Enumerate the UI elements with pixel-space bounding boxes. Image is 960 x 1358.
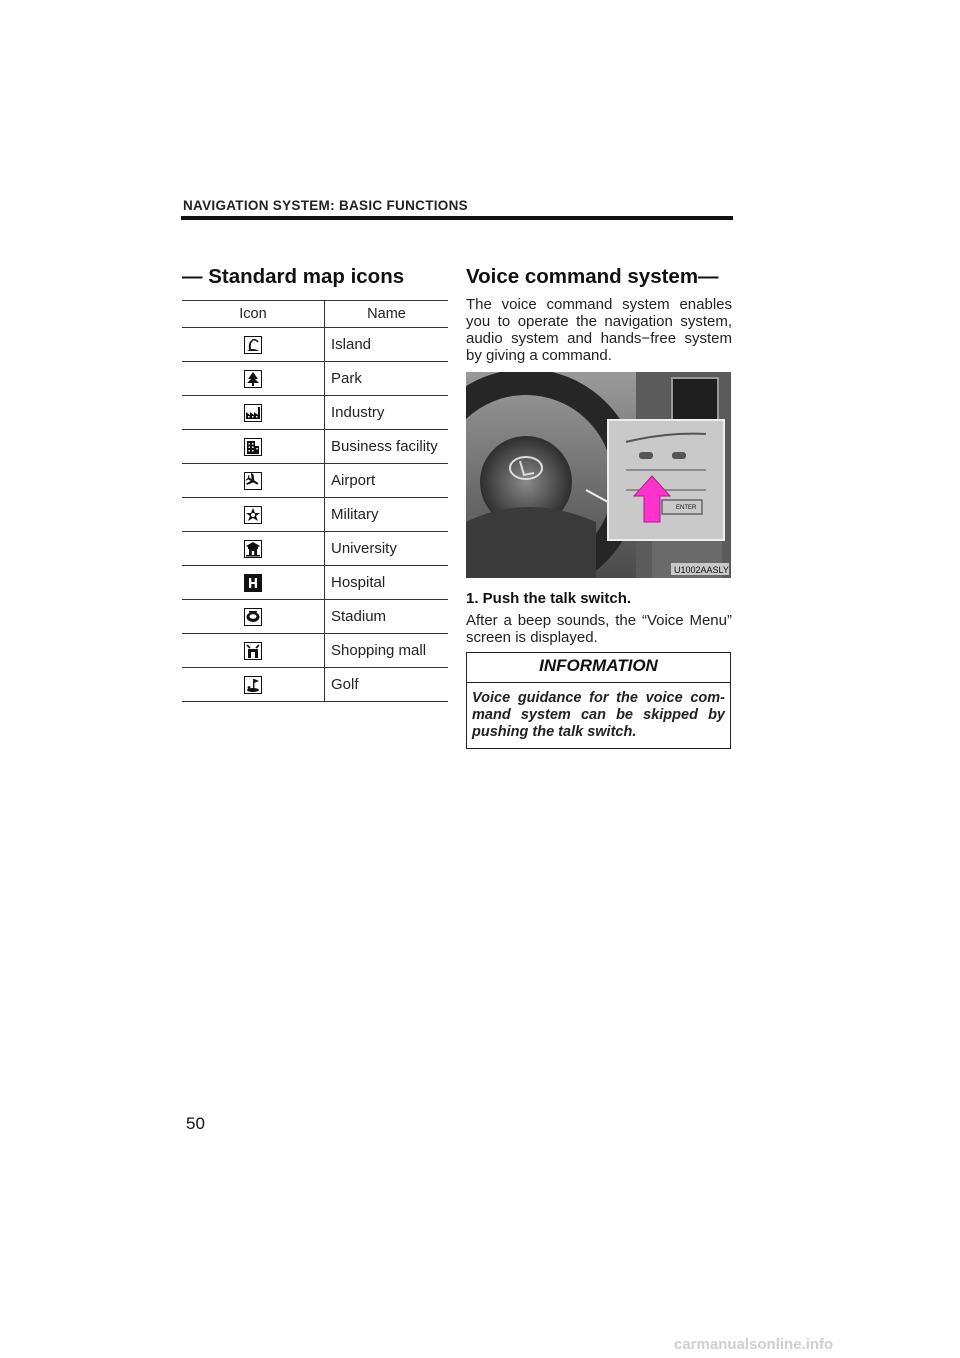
stadium-icon [244,608,262,626]
information-rule [467,682,730,683]
steering-wheel-figure [466,372,731,578]
row-name: Island [325,328,449,362]
row-name: University [325,532,449,566]
military-icon [244,506,262,524]
row-name: Military [325,498,449,532]
header-rule [181,216,733,220]
voice-command-title: Voice command system— [466,265,719,288]
island-icon [244,336,262,354]
row-name: Hospital [325,566,449,600]
table-row [182,362,448,396]
table-row [182,464,448,498]
voice-command-intro: The voice command system enables you to operate the navigation system, audio system and hands−free system by giving a command. [466,296,732,364]
row-name: Stadium [325,600,449,634]
business-facility-icon [244,438,262,456]
table-header-row [182,301,448,328]
table-row [182,328,448,362]
map-icons-table [182,300,448,702]
table-row [182,566,448,600]
row-name: Airport [325,464,449,498]
information-text: Voice guidance for the voice com- mand system can be skipped by pushing the talk switch. [472,690,725,740]
table-row [182,600,448,634]
table-row [182,396,448,430]
footer-watermark: carmanualsonline.info [674,1336,834,1353]
information-box [466,652,731,749]
table-row [182,668,448,702]
enter-button-label: ENTER [676,505,697,511]
row-name: Business facility [325,430,449,464]
information-title: INFORMATION [539,656,658,675]
figure-code: U1002AASLY [674,565,729,575]
industry-icon [244,404,262,422]
park-icon [244,370,262,388]
table-row [182,430,448,464]
table-row [182,634,448,668]
golf-icon [244,676,262,694]
row-name: Golf [325,668,449,702]
row-name: Park [325,362,449,396]
airport-icon [244,472,262,490]
university-icon [244,540,262,558]
step-1-description: After a beep sounds, the “Voice Menu” screen is displayed. [466,612,732,646]
page-number: 50 [186,1114,205,1133]
row-name: Industry [325,396,449,430]
section-header: NAVIGATION SYSTEM: BASIC FUNCTIONS [183,198,468,213]
hospital-icon [244,574,262,592]
table-row [182,532,448,566]
shopping-mall-icon [244,642,262,660]
step-1: 1. Push the talk switch. [466,590,632,607]
table-row [182,498,448,532]
col-header-name: Name [325,301,449,328]
row-name: Shopping mall [325,634,449,668]
col-header-icon: Icon [182,301,325,328]
standard-map-icons-title: — Standard map icons [182,265,405,288]
